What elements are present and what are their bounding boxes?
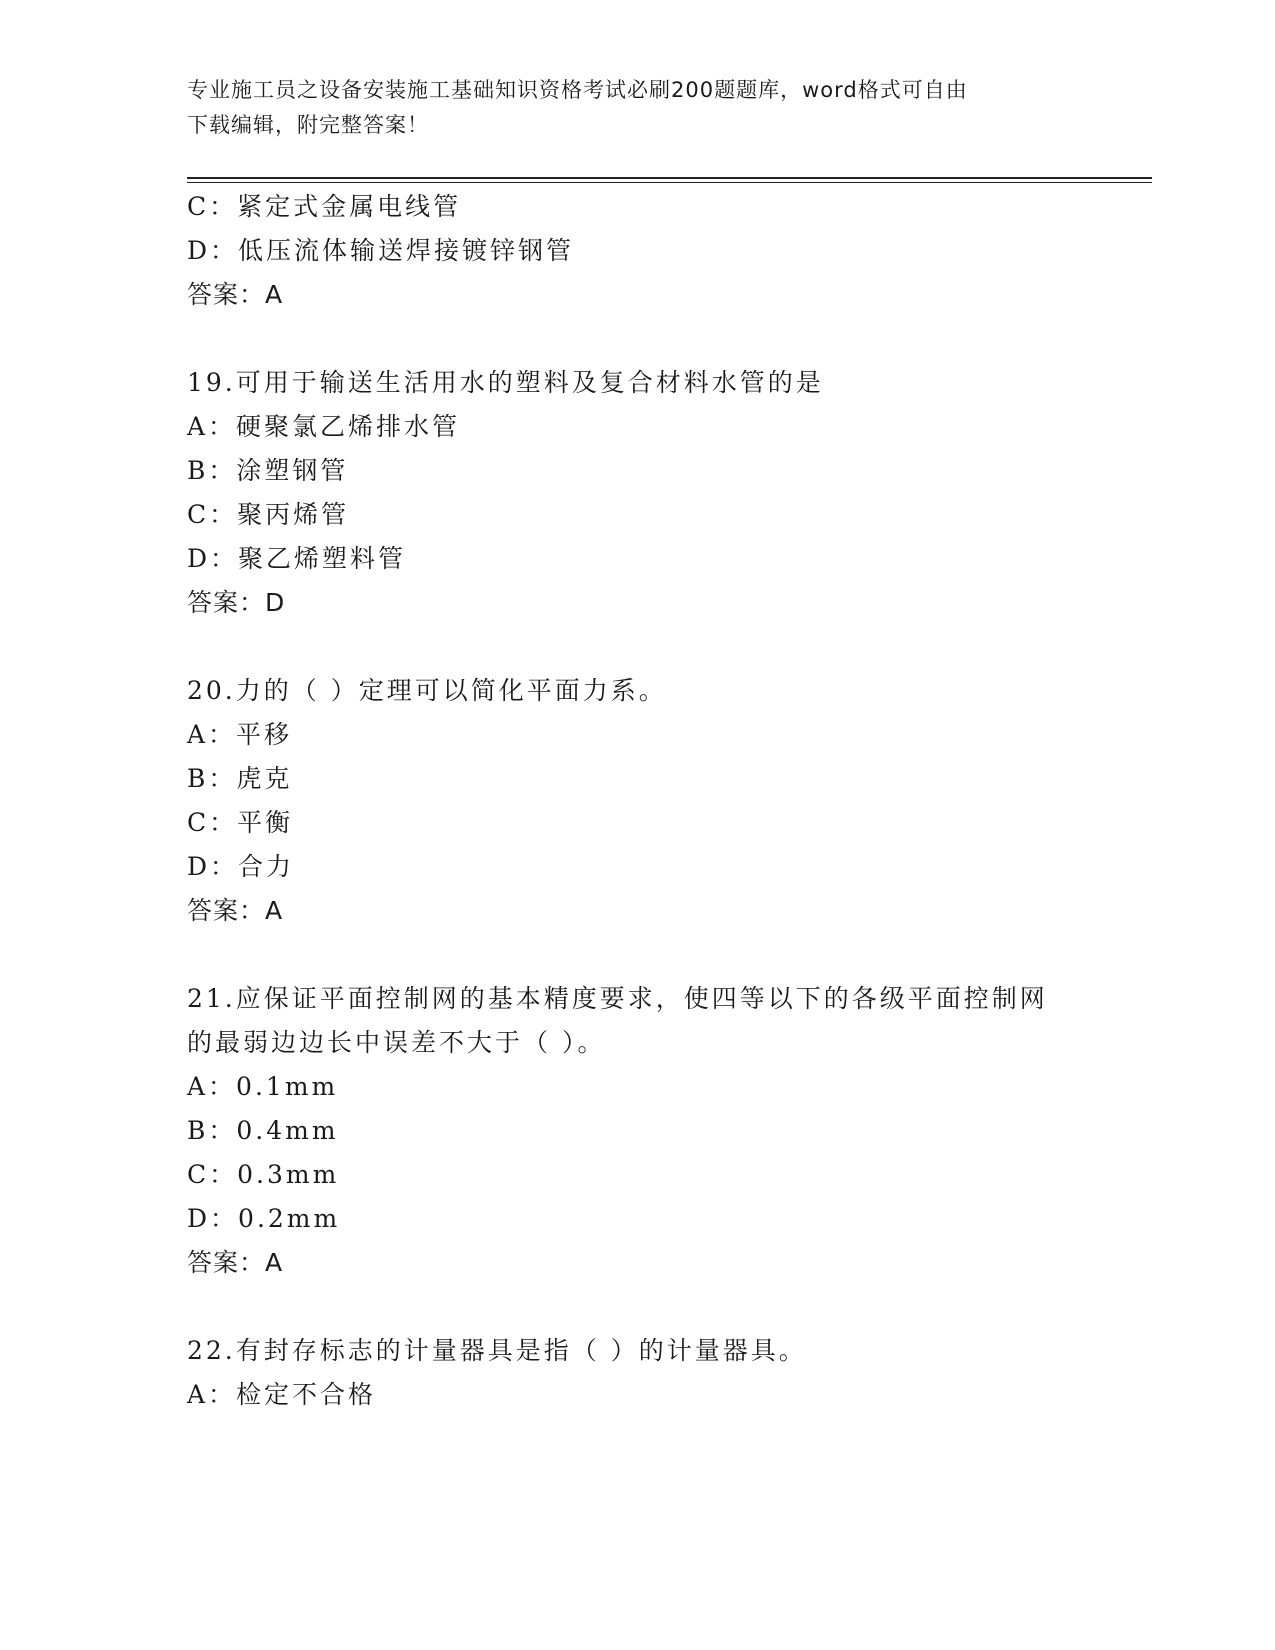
q18-option-d: D：低压流体输送焊接镀锌钢管 <box>187 236 575 265</box>
header-line-2: 下载编辑，附完整答案！ <box>187 113 429 137</box>
q19-option-b: B：涂塑钢管 <box>187 456 349 485</box>
q20-question: 20.力的（ ）定理可以简化平面力系。 <box>187 676 667 705</box>
q18-answer: 答案：A <box>187 280 284 309</box>
q19-answer: 答案：D <box>187 588 286 617</box>
q21-answer: 答案：A <box>187 1248 284 1277</box>
q21-option-b: B：0.4mm <box>187 1116 339 1145</box>
q21-option-a: A：0.1mm <box>187 1072 339 1101</box>
q20-option-d: D：合力 <box>187 852 295 881</box>
header-line-1: 专业施工员之设备安装施工基础知识资格考试必刷200题题库，word格式可自由 <box>187 78 968 102</box>
q22-option-a: A：检定不合格 <box>187 1380 377 1409</box>
header-divider-thin <box>187 182 1152 183</box>
header-divider-thick <box>187 177 1152 179</box>
q20-option-c: C：平衡 <box>187 808 294 837</box>
q19-option-d: D：聚乙烯塑料管 <box>187 544 407 573</box>
q22-question: 22.有封存标志的计量器具是指（ ）的计量器具。 <box>187 1336 807 1365</box>
q21-question-line-1: 21.应保证平面控制网的基本精度要求，使四等以下的各级平面控制网 <box>187 984 1048 1013</box>
q20-option-b: B：虎克 <box>187 764 293 793</box>
q19-question: 19.可用于输送生活用水的塑料及复合材料水管的是 <box>187 368 824 397</box>
q20-answer: 答案：A <box>187 896 284 925</box>
q21-question-line-2: 的最弱边边长中误差不大于（ ）。 <box>187 1028 606 1057</box>
q19-option-c: C：聚丙烯管 <box>187 500 350 529</box>
q21-option-c: C：0.3mm <box>187 1160 340 1189</box>
q19-option-a: A：硬聚氯乙烯排水管 <box>187 412 461 441</box>
document-header <box>187 73 1067 143</box>
q18-option-c: C：紧定式金属电线管 <box>187 192 462 221</box>
q21-option-d: D：0.2mm <box>187 1204 341 1233</box>
q20-option-a: A：平移 <box>187 720 293 749</box>
